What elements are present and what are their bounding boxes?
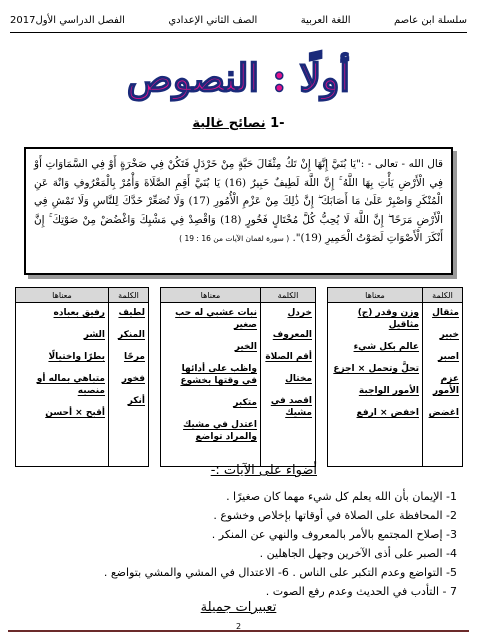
vocab-word: مرحًا <box>123 352 145 362</box>
quran-text-box <box>24 147 453 275</box>
vocab-meaning: بطرًا واختيالًا <box>48 352 105 362</box>
vocab-word: المعروف <box>272 330 312 340</box>
list-item: 5- التواضع وعدم التكبر على الناس . 6- الاعتدال في المشي والمشي بتواضع . <box>103 566 457 579</box>
vocab-word: خبير <box>439 330 459 340</box>
vocab-meaning: متباهي بماله أو منصبه <box>36 374 105 396</box>
page-number: 2 <box>235 622 242 631</box>
page-header <box>10 15 467 31</box>
vocab-word: أنكر <box>127 396 145 406</box>
vocab-header-word: الكلمة <box>109 288 149 303</box>
vocab-meanings-col-2 <box>161 303 261 467</box>
vocab-words-col-1 <box>423 303 463 467</box>
vocab-word: اقصد في مشيك <box>270 396 312 418</box>
vocab-meaning: واظب على أدائها في وقتها بخشوع <box>180 364 257 386</box>
adwaa-heading-text: أضواء على الآيات :- <box>210 463 317 478</box>
vocab-word: عزم الأمور <box>432 374 459 396</box>
vocab-meaning: اعتدل في مشيك والمراد تواضع <box>183 420 257 442</box>
vocab-meaning: الأمور الواجبة <box>358 386 419 396</box>
lesson-title <box>0 116 477 131</box>
vocab-header-meaning: معناها <box>328 288 423 303</box>
adwaa-list <box>17 487 457 601</box>
term-name: الفصل الدراسي الأول2017 <box>10 15 125 26</box>
grade-name: الصف الثاني الإعدادي <box>168 15 258 26</box>
vocab-word: أقم الصلاة <box>265 352 312 362</box>
vocab-meaning: متكبر <box>233 398 257 408</box>
lesson-name: نصائح غالية <box>192 116 266 131</box>
list-item: 1- الإيمان بأن الله يعلم كل شيء مهما كان صغيرًا . <box>226 490 457 503</box>
vocab-meanings-col-1 <box>328 303 423 467</box>
page-title: أولًا : النصوص <box>126 55 351 100</box>
vocab-meaning: نبات عشبي له حب صغير <box>175 308 257 330</box>
lesson-number: -1 <box>270 116 285 131</box>
list-item: 2- المحافظة على الصلاة في أوقاتها بإخلاص وخشوع . <box>213 509 457 522</box>
vocab-word: خردل <box>287 308 312 318</box>
vocab-word: لطيف <box>118 308 145 318</box>
header-divider <box>10 32 467 33</box>
vocab-words-col-3 <box>109 303 149 467</box>
tabirat-heading: تعبيرات جميلة <box>200 600 277 615</box>
list-item: 4- الصبر على أذى الآخرين وجهل الجاهلين . <box>259 547 457 560</box>
subject-name: اللغة العربية <box>300 15 351 26</box>
vocab-word: اغضض <box>428 408 459 418</box>
vocab-body-row <box>16 303 463 467</box>
vocab-header-word: الكلمة <box>261 288 316 303</box>
series-name: سلسلة ابن عاصم <box>394 15 467 26</box>
footer-divider <box>8 630 469 632</box>
vocab-header-meaning: معناها <box>16 288 109 303</box>
vocabulary-table <box>15 287 463 467</box>
quran-source: ( سورة لقمان الآيات من 16 : 19 ) <box>179 234 290 243</box>
vocab-header-row <box>16 288 463 303</box>
vocab-meaning: الخير <box>234 342 257 352</box>
vocab-meaning: عالم بكل شيء <box>353 342 419 352</box>
list-item: 7 - التأدب في الحديث وعدم رفع الصوت . <box>265 585 457 598</box>
vocab-word: فخور <box>121 374 145 384</box>
vocab-word: مختال <box>285 374 312 384</box>
vocab-word: اصبر <box>437 352 459 362</box>
vocab-header-meaning: معناها <box>161 288 261 303</box>
list-item: 3- إصلاح المجتمع بالأمر بالمعروف والنهي عن المنكر . <box>211 528 457 541</box>
vocab-meaning: الشر <box>83 330 105 340</box>
vocab-header-word: الكلمة <box>423 288 463 303</box>
vocab-word: مثقال <box>432 308 459 318</box>
vocab-meaning: تحلَّ وتحمل × اجزع <box>333 364 419 374</box>
vocab-meaning: أقبح × أحسن <box>45 408 105 418</box>
vocab-meanings-col-3 <box>16 303 109 467</box>
vocab-meaning: اخفض × ارفع <box>356 408 419 418</box>
adwaa-heading <box>211 463 317 478</box>
vocab-words-col-2 <box>261 303 316 467</box>
quran-verses: قال الله - تعالى - :"يَا بُنَيَّ إِنَّهَا إِنْ تَكُ مِثْقَالَ حَبَّةٍ مِنْ خَرْدَلٍ فَتَكُنْ فِي صَخْرَةٍ أَوْ فِي السَّمَاوَاتِ أَوْ فِي الْأَرْضِ يَأْتِ بِهَا اللَّهُ ۚ إِنَّ اللَّهَ لَطِيفٌ خَبِيرٌ (16) يَا بُنَيَّ أَقِمِ الصَّلَاةَ وَأْمُرْ بِالْمَعْرُوفِ وَانْهَ عَنِ الْمُنْكَرِ وَاصْبِرْ عَلَىٰ مَا أَصَابَكَ ۖ إِنَّ ذَٰلِكَ مِنْ عَزْمِ الْأُمُورِ (17) وَلَا تُصَعِّرْ خَدَّكَ لِلنَّاسِ وَلَا تَمْشِ فِي الْأَرْضِ مَرَحًا ۖ إِنَّ اللَّهَ لَا يُحِبُّ كُلَّ مُخْتَالٍ فَخُورٍ (18) وَاقْصِدْ فِي مَشْيِكَ وَاغْضُضْ مِنْ صَوْتِكَ ۚ إِنَّ أَنْكَرَ الْأَصْوَاتِ لَصَوْتُ الْحَمِيرِ (19)". <box>34 158 444 244</box>
vocab-meaning: رفيق بعباده <box>53 308 105 318</box>
vocab-meaning: وزن وقدر (ج) مثاقيل <box>357 308 419 330</box>
vocab-word: المنكر <box>117 330 145 340</box>
